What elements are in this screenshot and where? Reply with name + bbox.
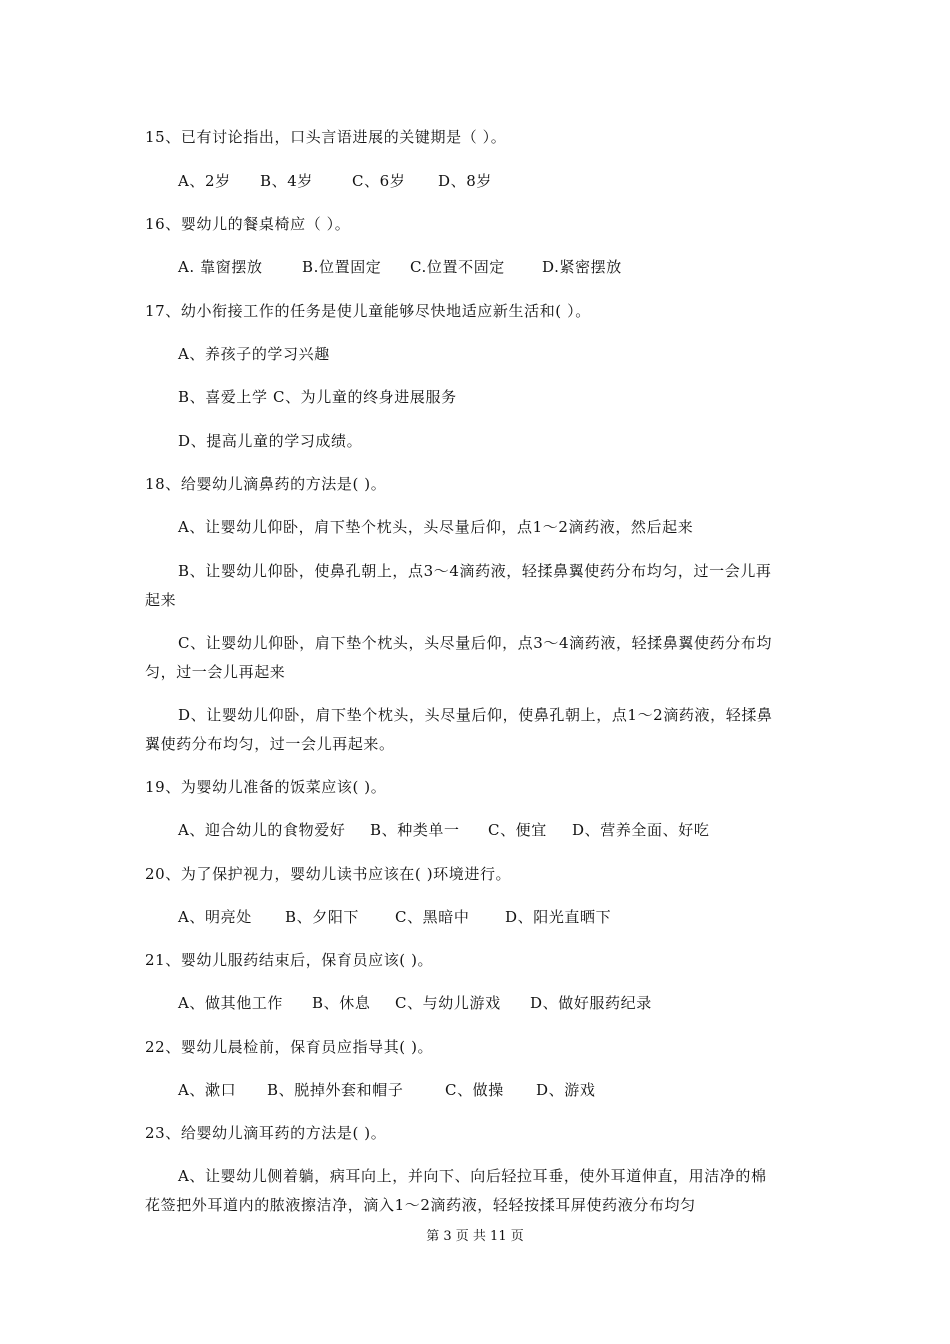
answer-line: D、提高儿童的学习成绩。	[178, 432, 363, 450]
answer-line: B、喜爱上学 C、为儿童的终身进展服务	[178, 388, 457, 406]
option-a: A、漱口	[178, 1081, 237, 1099]
option-c: C.位置不固定	[410, 258, 505, 276]
option-d: D、营养全面、好吃	[572, 821, 710, 839]
page-footer: 第 3 页 共 11 页	[426, 1229, 524, 1244]
option-d: D、阳光直晒下	[505, 908, 612, 926]
option-c: C、黑暗中	[395, 908, 470, 926]
answer-line: C、让婴幼儿仰卧，肩下垫个枕头，头尽量后仰，点3～4滴药液，轻揉鼻翼使药分布均	[178, 634, 772, 652]
option-b: B、脱掉外套和帽子	[267, 1081, 404, 1099]
option-d: D、做好服药纪录	[530, 994, 652, 1012]
answer-line: A、让婴幼儿仰卧，肩下垫个枕头，头尽量后仰，点1～2滴药液，然后起来	[178, 518, 694, 536]
question-18: 18、给婴幼儿滴鼻药的方法是( )。	[145, 475, 387, 493]
option-b: B.位置固定	[302, 258, 382, 276]
question-16: 16、婴幼儿的餐桌椅应（ ）。	[145, 215, 351, 233]
answer-line: A、让婴幼儿侧着躺，病耳向上，并向下、向后轻拉耳垂，使外耳道伸直，用洁净的棉	[178, 1167, 767, 1185]
question-20: 20、为了保护视力，婴幼儿读书应该在( )环境进行。	[145, 865, 512, 883]
question-15: 15、已有讨论指出，口头言语进展的关键期是（ ）。	[145, 128, 507, 146]
answer-line: A、养孩子的学习兴趣	[178, 345, 330, 363]
answer-line-continued: 起来	[145, 591, 177, 609]
options-21	[178, 992, 652, 1014]
answer-line: D、让婴幼儿仰卧，肩下垫个枕头，头尽量后仰，使鼻孔朝上，点1～2滴药液，轻揉鼻	[178, 706, 773, 724]
options-16	[178, 256, 622, 278]
option-a: A、做其他工作	[178, 994, 284, 1012]
answer-line-continued: 翼使药分布均匀，过一会儿再起来。	[145, 735, 395, 753]
options-15	[178, 170, 492, 192]
question-22: 22、婴幼儿晨检前，保育员应指导其( )。	[145, 1038, 434, 1056]
question-19: 19、为婴幼儿准备的饭菜应该( )。	[145, 778, 387, 796]
option-c: C、便宜	[488, 821, 547, 839]
option-d: D、游戏	[536, 1081, 596, 1099]
option-a: A、迎合幼儿的食物爱好	[178, 821, 346, 839]
question-23: 23、给婴幼儿滴耳药的方法是( )。	[145, 1124, 387, 1142]
answer-line: B、让婴幼儿仰卧，使鼻孔朝上，点3～4滴药液，轻揉鼻翼使药分布均匀，过一会儿再	[178, 562, 772, 580]
option-c: C、6岁	[352, 172, 406, 190]
option-b: B、休息	[312, 994, 371, 1012]
option-d: D、8岁	[438, 172, 492, 190]
option-c: C、与幼儿游戏	[395, 994, 501, 1012]
option-b: B、夕阳下	[285, 908, 360, 926]
answer-line-continued: 花签把外耳道内的脓液擦洁净，滴入1～2滴药液，轻轻按揉耳屏使药液分布均匀	[145, 1196, 696, 1214]
option-a: A. 靠窗摆放	[178, 258, 263, 276]
option-a: A、明亮处	[178, 908, 252, 926]
option-b: B、4岁	[260, 172, 313, 190]
question-21: 21、婴幼儿服药结束后，保育员应该( )。	[145, 951, 434, 969]
answer-line-continued: 匀，过一会儿再起来	[145, 663, 286, 681]
question-17: 17、幼小衔接工作的任务是使儿童能够尽快地适应新生活和( ）。	[145, 302, 591, 320]
option-b: B、种类单一	[370, 821, 460, 839]
option-a: A、2岁	[178, 172, 231, 190]
option-c: C、做操	[445, 1081, 504, 1099]
options-22	[178, 1079, 595, 1101]
option-d: D.紧密摆放	[542, 258, 622, 276]
options-20	[178, 906, 611, 928]
options-19	[178, 819, 709, 841]
